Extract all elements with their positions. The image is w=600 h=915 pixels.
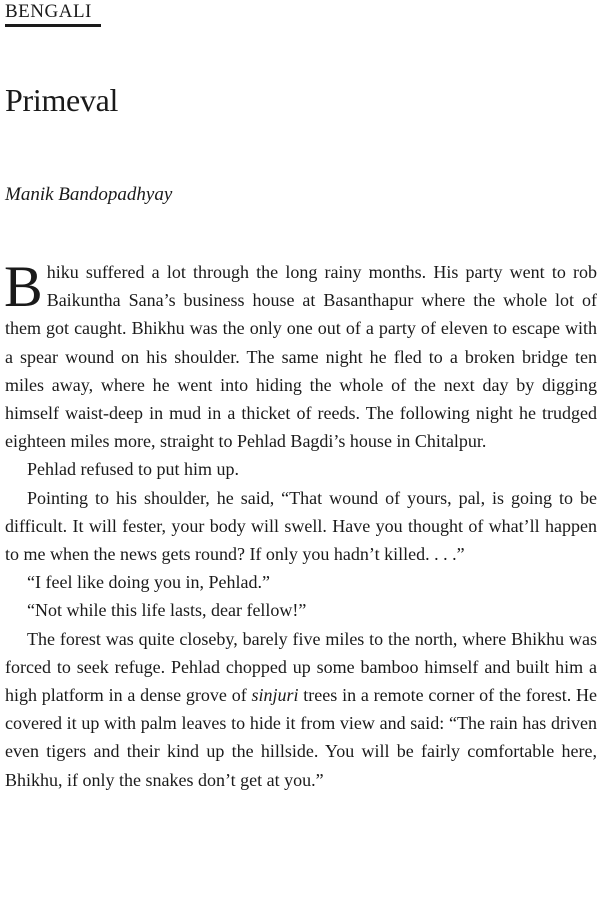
section-rule <box>5 24 101 27</box>
paragraph-1-text: hiku suffered a lot through the long rainy months. His party went to rob Baikuntha Sana’s business house at Basanthapur where the whole lot of them got caught. Bhikhu was the only one out of a party of eleven to escape with a spear wound on his shoulder. The same night he fled to a broken bridge ten miles away, where he went into hiding the whole of the next day by digging himself waist-deep in mud in a thicket of reeds. The following night he trudged eighteen miles more, straight to Pehlad Bagdi’s house in Chitalpur. <box>5 262 597 452</box>
italic-word: sinjuri <box>251 685 299 706</box>
paragraph-6-text-end: trees in a remote corner of the forest. He covered it up with palm leaves to hide it from view and said: “The rain has driven even tigers and their kind up the hillside. You will be fairly comfortable here, Bhikhu, if only the snakes don’t get at you.” <box>5 685 597 790</box>
author-name: Manik Bandopadhyay <box>5 184 173 205</box>
story-body <box>4 254 597 794</box>
paragraph-2: Pehlad refused to put him up. <box>27 459 239 480</box>
paragraph-6-text-start: The forest was quite closeby, barely five miles to the north, where Bhikhu was forced to seek refuge. Pehlad chopped up some bamboo himself and built him a high platform in a dense grove of <box>5 628 597 706</box>
section-header: BENGALI <box>5 1 92 22</box>
paragraph-6 <box>5 625 597 794</box>
paragraph-1 <box>4 254 597 455</box>
drop-cap: B <box>4 254 43 319</box>
paragraph-4: “I feel like doing you in, Pehlad.” <box>27 572 270 593</box>
page-title: Primeval <box>5 82 119 118</box>
paragraph-3: Pointing to his shoulder, he said, “That wound of yours, pal, is going to be difficult. It will fester, your body will swell. Have you thought of what’ll happen to me when the news gets round? If only you hadn’t killed. . . .” <box>5 487 597 565</box>
paragraph-5: “Not while this life lasts, dear fellow!” <box>27 600 307 621</box>
